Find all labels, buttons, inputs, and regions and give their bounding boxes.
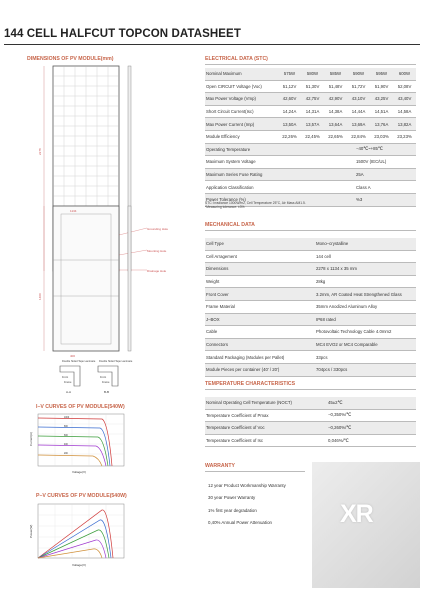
mechanical-row — [205, 288, 416, 301]
electrical-value: 42,90V — [324, 93, 347, 106]
temperature-value: −0,350%/℃ — [327, 409, 416, 422]
electrical-row — [205, 130, 416, 143]
iv-ylabel: Current(A) — [29, 431, 33, 446]
electrical-value: 585W — [324, 68, 347, 80]
temperature-heading: TEMPERATURE CHARACTERISTICS — [205, 381, 296, 387]
mechanical-label: Cell Type — [205, 238, 315, 250]
electrical-span-row — [205, 181, 416, 194]
temperature-label: Nominal Operating Cell Temperature (NOCT) — [205, 397, 327, 409]
pv-ylabel: Power(W) — [29, 524, 33, 538]
iv-irr-400: 400 — [64, 444, 68, 446]
electrical-span-row — [205, 156, 416, 169]
tolerance-note: *Measuring tolerance: ±3% — [205, 205, 245, 209]
warranty-item: 12 year Product Workmanship Warranty — [208, 483, 286, 488]
electrical-value: 51,48V — [324, 80, 347, 93]
mechanical-value: Photovoltaic Technology Cable 4.0mm2 — [315, 326, 416, 339]
mechanical-label: Frame Material — [205, 300, 315, 313]
mechanical-row — [205, 338, 416, 351]
electrical-value: %3 — [324, 193, 416, 206]
mechanical-value: 704pcs / 330pcs — [315, 363, 416, 376]
electrical-label: Nominal Maximum — [205, 68, 278, 80]
electrical-value: 13,69A — [347, 118, 370, 131]
temperature-row — [205, 409, 416, 422]
dim-d-label: 400 — [70, 354, 76, 358]
frame-label-b: Frame — [102, 381, 110, 384]
electrical-span-row — [205, 168, 416, 181]
electrical-value: 13,57A — [301, 118, 324, 131]
electrical-value: 14,38A — [324, 105, 347, 118]
temperature-heading-rule — [205, 389, 416, 390]
electrical-value: 25A — [324, 168, 416, 181]
pv-xlabel: Voltage(V) — [72, 563, 87, 567]
mechanical-value: MC4 EVO2 or MC4 Comparable — [315, 338, 416, 351]
electrical-label: Maximum System Voltage — [205, 156, 324, 169]
electrical-value: 13,82A — [393, 118, 416, 131]
electrical-value: 595W — [370, 68, 393, 80]
section-aa-label: A-A — [66, 390, 72, 394]
mechanical-row — [205, 326, 416, 339]
mechanical-label: J–BOX — [205, 313, 315, 326]
electrical-value: 22,65% — [324, 130, 347, 143]
electrical-heading: ELECTRICAL DATA (STC) — [205, 56, 268, 62]
electrical-row — [205, 93, 416, 106]
grounding-hole-label: Grounding Hole — [147, 227, 169, 231]
electrical-value: 13,50A — [278, 118, 301, 131]
electrical-label: Module Efficiency — [205, 130, 278, 143]
mechanical-label: Cable — [205, 326, 315, 339]
electrical-value: Class A — [324, 181, 416, 194]
electrical-label: Power Tolerance (%) — [205, 193, 324, 206]
mechanical-heading-rule — [205, 230, 416, 231]
electrical-span-row — [205, 143, 416, 156]
mounting-hole-label: Mounting Hole — [147, 249, 167, 253]
electrical-value: 43,10V — [347, 93, 370, 106]
warranty-heading-rule — [205, 471, 305, 472]
frame-label-a: Frame — [64, 381, 72, 384]
mechanical-label: Weight — [205, 275, 315, 288]
electrical-value: 14,58A — [393, 105, 416, 118]
iv-curves-heading: I–V CURVES OF PV MODULE(540W) — [36, 404, 125, 410]
pv-chart — [10, 500, 140, 572]
dim-a-label: 2278 — [38, 148, 42, 155]
mechanical-label: Standard Packaging (Modules per Pallet) — [205, 351, 315, 364]
iv-xlabel: Voltage(V) — [72, 470, 87, 474]
mechanical-value: 144 cell — [315, 250, 416, 263]
electrical-value: 42,75V — [301, 93, 324, 106]
mechanical-value: Mono–crystalline — [315, 238, 416, 250]
mechanical-label: Connectors — [205, 338, 315, 351]
electrical-value: 575W — [278, 68, 301, 80]
mechanical-value: 28kg — [315, 275, 416, 288]
temperature-label: Temperature Coefficient of Voc — [205, 422, 327, 435]
mechanical-row — [205, 313, 416, 326]
temperature-table — [205, 397, 416, 447]
electrical-value: 51,12V — [278, 80, 301, 93]
front-label-a: Front — [62, 376, 69, 379]
section-bb-label: B-B — [104, 390, 110, 394]
mechanical-value: 33pcs — [315, 351, 416, 364]
tape-right-label: Double Sided Tape Laminate — [99, 360, 133, 363]
dimensions-heading: DIMENSIONS OF PV MODULE(mm) — [27, 56, 114, 62]
electrical-value: 14,31A — [301, 105, 324, 118]
mechanical-value: 2278 x 1134 x 35 mm — [315, 263, 416, 276]
temperature-value: 0,046%/℃ — [327, 434, 416, 447]
mechanical-row — [205, 351, 416, 364]
temperature-label: Temperature Coefficient of Isc — [205, 434, 327, 447]
electrical-label: Operating Temperature — [205, 143, 324, 156]
electrical-value: 42,60V — [278, 93, 301, 106]
electrical-value: 14,24A — [278, 105, 301, 118]
electrical-value: 43,25V — [370, 93, 393, 106]
electrical-value: 52,08V — [393, 80, 416, 93]
electrical-row — [205, 118, 416, 131]
electrical-heading-rule — [205, 64, 416, 65]
electrical-value: 22,26% — [278, 130, 301, 143]
mechanical-row — [205, 363, 416, 376]
iv-irr-200: 200 — [64, 453, 68, 455]
electrical-value: 1500V (IEC/UL) — [324, 156, 416, 169]
temperature-row — [205, 397, 416, 409]
temperature-value: −0,260%/℃ — [327, 422, 416, 435]
tape-left-label: Double Sided Tape Laminate — [62, 360, 96, 363]
temperature-label: Temperature Coefficient of Pmax — [205, 409, 327, 422]
mechanical-heading: MECHANICAL DATA — [205, 222, 255, 228]
electrical-value: 14,44A — [347, 105, 370, 118]
mechanical-row — [205, 300, 416, 313]
front-label-b: Front — [100, 376, 107, 379]
electrical-value: 580W — [301, 68, 324, 80]
warranty-item: 0,40% Annual Power Attenuation — [208, 519, 272, 525]
mechanical-label: Dimensions — [205, 263, 315, 276]
electrical-label: Application Classification — [205, 181, 324, 194]
stc-note: STC: Irradiance 1000W/m2, Cell Temperature 25°C, Air Mass AM1.5. — [205, 201, 306, 205]
electrical-value: 51,30V — [301, 80, 324, 93]
module-back-frame — [53, 206, 119, 351]
warranty-heading: WARRANTY — [205, 463, 235, 469]
iv-irr-600: 600 — [64, 435, 68, 437]
iv-irr-800: 800 — [64, 426, 68, 428]
electrical-value: 600W — [393, 68, 416, 80]
page-title: 144 CELL HALFCUT TOPCON DATASHEET — [4, 28, 241, 40]
mechanical-value: 3.2mm, AR Coated Heat Strengthened Glass — [315, 288, 416, 301]
electrical-label: Max Power Voltage (Vmp) — [205, 93, 278, 106]
mechanical-row — [205, 250, 416, 263]
electrical-label: Maximum Series Fuse Rating — [205, 168, 324, 181]
electrical-value: 590W — [347, 68, 370, 80]
mechanical-label: Module Pieces per container (40' / 20') — [205, 363, 315, 376]
electrical-label: Max Power Current (Imp) — [205, 118, 278, 131]
mechanical-row — [205, 263, 416, 276]
electrical-value: 43,40V — [393, 93, 416, 106]
mechanical-value: IP68 rated — [315, 313, 416, 326]
module-drawing — [4, 60, 200, 400]
electrical-label: Open CIRCUIT Voltage (Voc) — [205, 80, 278, 93]
electrical-value: −40℃~+85℃ — [324, 143, 416, 156]
electrical-row — [205, 80, 416, 93]
electrical-value: 23,03% — [370, 130, 393, 143]
xr-logo: XR — [340, 500, 373, 528]
mechanical-row — [205, 238, 416, 250]
electrical-value: 23,23% — [393, 130, 416, 143]
electrical-label: Short Circuit Current(Isc) — [205, 105, 278, 118]
temperature-row — [205, 434, 416, 447]
iv-irr-1000: 1000 — [64, 417, 70, 419]
warranty-item: 30 year Power Warranty — [208, 495, 256, 501]
drainage-hole-label: Drainage Hole — [147, 269, 167, 273]
electrical-value: 22,45% — [301, 130, 324, 143]
electrical-value: 13,64A — [324, 118, 347, 131]
electrical-value: 51,90V — [370, 80, 393, 93]
iv-chart — [10, 410, 140, 480]
electrical-value: 51,72V — [347, 80, 370, 93]
mechanical-label: Front Cover — [205, 288, 315, 301]
warranty-item: 1% first year degradation — [208, 507, 257, 513]
mechanical-label: Cell Arragement — [205, 250, 315, 263]
electrical-value: 22,84% — [347, 130, 370, 143]
electrical-table — [205, 68, 416, 207]
electrical-row — [205, 105, 416, 118]
title-rule — [4, 44, 420, 45]
mechanical-row — [205, 275, 416, 288]
electrical-value: 13,76A — [370, 118, 393, 131]
module-side-profile-back — [128, 206, 131, 351]
pv-curves-heading: P–V CURVES OF PV MODULE(540W) — [36, 493, 127, 499]
dim-b-label: 1134 — [70, 209, 77, 213]
electrical-row — [205, 68, 416, 80]
temperature-value: 45±2℃ — [327, 397, 416, 409]
dim-c-label: 1400 — [38, 293, 42, 300]
mechanical-table — [205, 238, 416, 377]
mechanical-value: 35mm Anodized Aluminum Alloy — [315, 300, 416, 313]
electrical-value: 14,51A — [370, 105, 393, 118]
temperature-row — [205, 422, 416, 435]
